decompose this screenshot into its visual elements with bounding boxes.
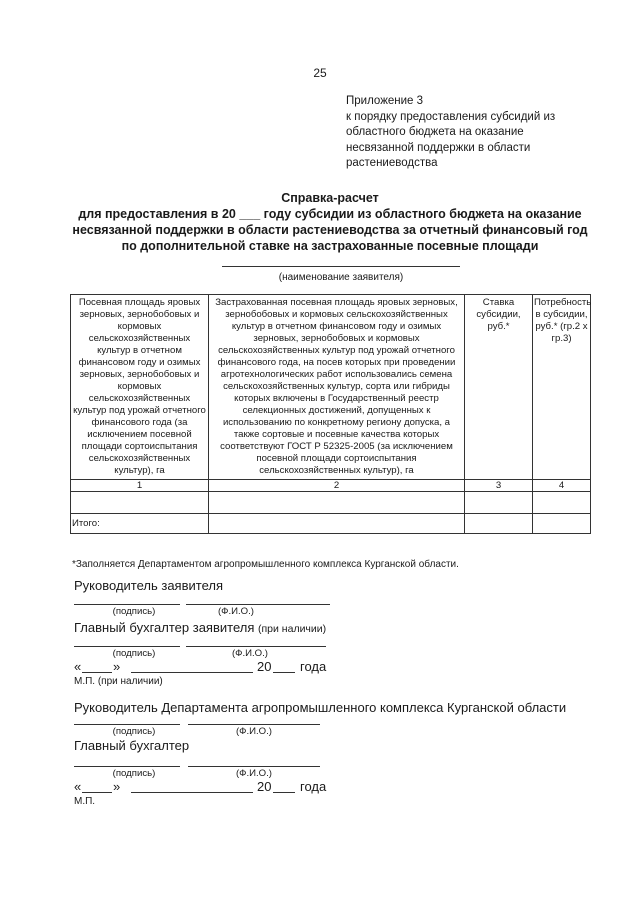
date-close-quote: »: [113, 779, 121, 794]
table-total-row: [71, 514, 591, 534]
table-cell[interactable]: [209, 514, 465, 534]
appendix-line: несвязанной поддержки в области: [346, 141, 531, 154]
fio-line: [188, 724, 320, 725]
date-open-quote: «: [74, 659, 82, 674]
fio-caption: (Ф.И.О.): [231, 648, 269, 659]
signature-caption: (подпись): [112, 648, 156, 659]
date-year-suffix: года: [300, 779, 327, 794]
table-cell[interactable]: [209, 492, 465, 514]
document-title: [60, 190, 600, 254]
signature-line: [74, 724, 180, 725]
date-month-line[interactable]: [131, 672, 253, 673]
appendix-block: [346, 94, 606, 172]
column-number: 2: [209, 480, 465, 492]
signature-line: [74, 766, 180, 767]
date-open-quote: «: [74, 779, 82, 794]
fio-line: [186, 604, 330, 605]
table-number-row: [71, 480, 591, 492]
table-cell[interactable]: [533, 514, 591, 534]
title-line: по дополнительной ставке на застрахованные посевные площади: [121, 239, 539, 253]
column-number: 1: [71, 480, 209, 492]
stamp-note: М.П. (при наличии): [74, 676, 163, 687]
table-cell[interactable]: [533, 492, 591, 514]
title-line: для предоставления в 20 ___ году субсидии из областного бюджета на оказание: [78, 207, 582, 221]
fio-caption: (Ф.И.О.): [235, 768, 273, 779]
table-cell[interactable]: [465, 492, 533, 514]
signature-caption: (подпись): [112, 606, 156, 617]
date-year-prefix: 20: [257, 659, 272, 674]
applicant-caption: (наименование заявителя): [278, 272, 404, 283]
fio-caption: (Ф.И.О.): [235, 726, 273, 737]
table-cell[interactable]: [465, 514, 533, 534]
calculation-table: [70, 294, 591, 534]
table-data-row: [71, 492, 591, 514]
signature-caption: (подпись): [112, 726, 156, 737]
date-year-line[interactable]: [273, 672, 295, 673]
appendix-line: областного бюджета на оказание: [346, 126, 524, 138]
dept-accountant-label: Главный бухгалтер: [74, 738, 190, 753]
date-close-quote: »: [113, 659, 121, 674]
applicant-accountant-text: Главный бухгалтер заявителя: [74, 620, 255, 635]
fio-line: [186, 646, 326, 647]
date-day-line[interactable]: [82, 792, 112, 793]
date-month-line[interactable]: [131, 792, 253, 793]
fio-caption: (Ф.И.О.): [217, 606, 255, 617]
date-year-suffix: года: [300, 659, 327, 674]
stamp-note: М.П.: [74, 796, 96, 807]
date-year-line[interactable]: [273, 792, 295, 793]
title-heading: Справка-расчет: [281, 191, 379, 205]
header-cell: Посевная площадь яровых зерновых, зернобобовых и кормовых сельскохозяйственных культур в отчетном финансовом году и озимых зерновых, зернобобовых и кормовых сельскохозяйственных культур под урожай отчетного финансового года (за исключением посевной площади сортоиспытания сельскохозяйственных культур), га: [71, 295, 209, 480]
title-line: несвязанной поддержки в области растениеводства за отчетный финансовый год: [72, 223, 588, 237]
header-cell: Застрахованная посевная площадь яровых зерновых, зернобобовых и кормовых сельскохозяйственных культур в отчетном финансовом году и озимых зерновых, зернобобовых и кормовых сельскохозяйственных культур под урожай отчетного финансового года, на посев которых при проведении агротехнологических работ использовались семена сельскохозяйственных культур, сорта или гибриды которых включены в Государственный реестр селекционных достижений, допущенных к использованию по конкретному региону допуска, а также сортовые и посевные качества которых соответствуют ГОСТ Р 52325-2005 (за исключением посевной площади сортоиспытания сельскохозяйственных культур), га: [209, 295, 465, 480]
if-any-note: (при наличии): [258, 623, 327, 635]
applicant-head-label: Руководитель заявителя: [74, 578, 223, 593]
signature-line: [74, 646, 180, 647]
column-number: 4: [533, 480, 591, 492]
appendix-line: Приложение 3: [346, 95, 424, 107]
page-number: 25: [313, 66, 327, 80]
signature-caption: (подпись): [112, 768, 156, 779]
date-day-line[interactable]: [82, 672, 112, 673]
total-label: Итого:: [71, 514, 209, 534]
date-year-prefix: 20: [257, 779, 272, 794]
signature-line: [74, 604, 180, 605]
header-cell: Ставка субсидии, руб.*: [465, 295, 533, 480]
applicant-name-line: [222, 266, 460, 267]
table-header-row: [71, 295, 591, 480]
header-cell: Потребность в субсидии, руб.* (гр.2 х гр.3): [533, 295, 591, 480]
footnote: *Заполняется Департаментом агропромышленного комплекса Курганской области.: [72, 559, 459, 570]
column-number: 3: [465, 480, 533, 492]
table-cell[interactable]: [71, 492, 209, 514]
applicant-accountant-label: [74, 620, 326, 635]
dept-head-label: Руководитель Департамента агропромышленного комплекса Курганской области: [74, 700, 567, 715]
appendix-line: к порядку предоставления субсидий из: [346, 110, 556, 123]
fio-line: [188, 766, 320, 767]
appendix-line: растениеводства: [346, 157, 438, 169]
